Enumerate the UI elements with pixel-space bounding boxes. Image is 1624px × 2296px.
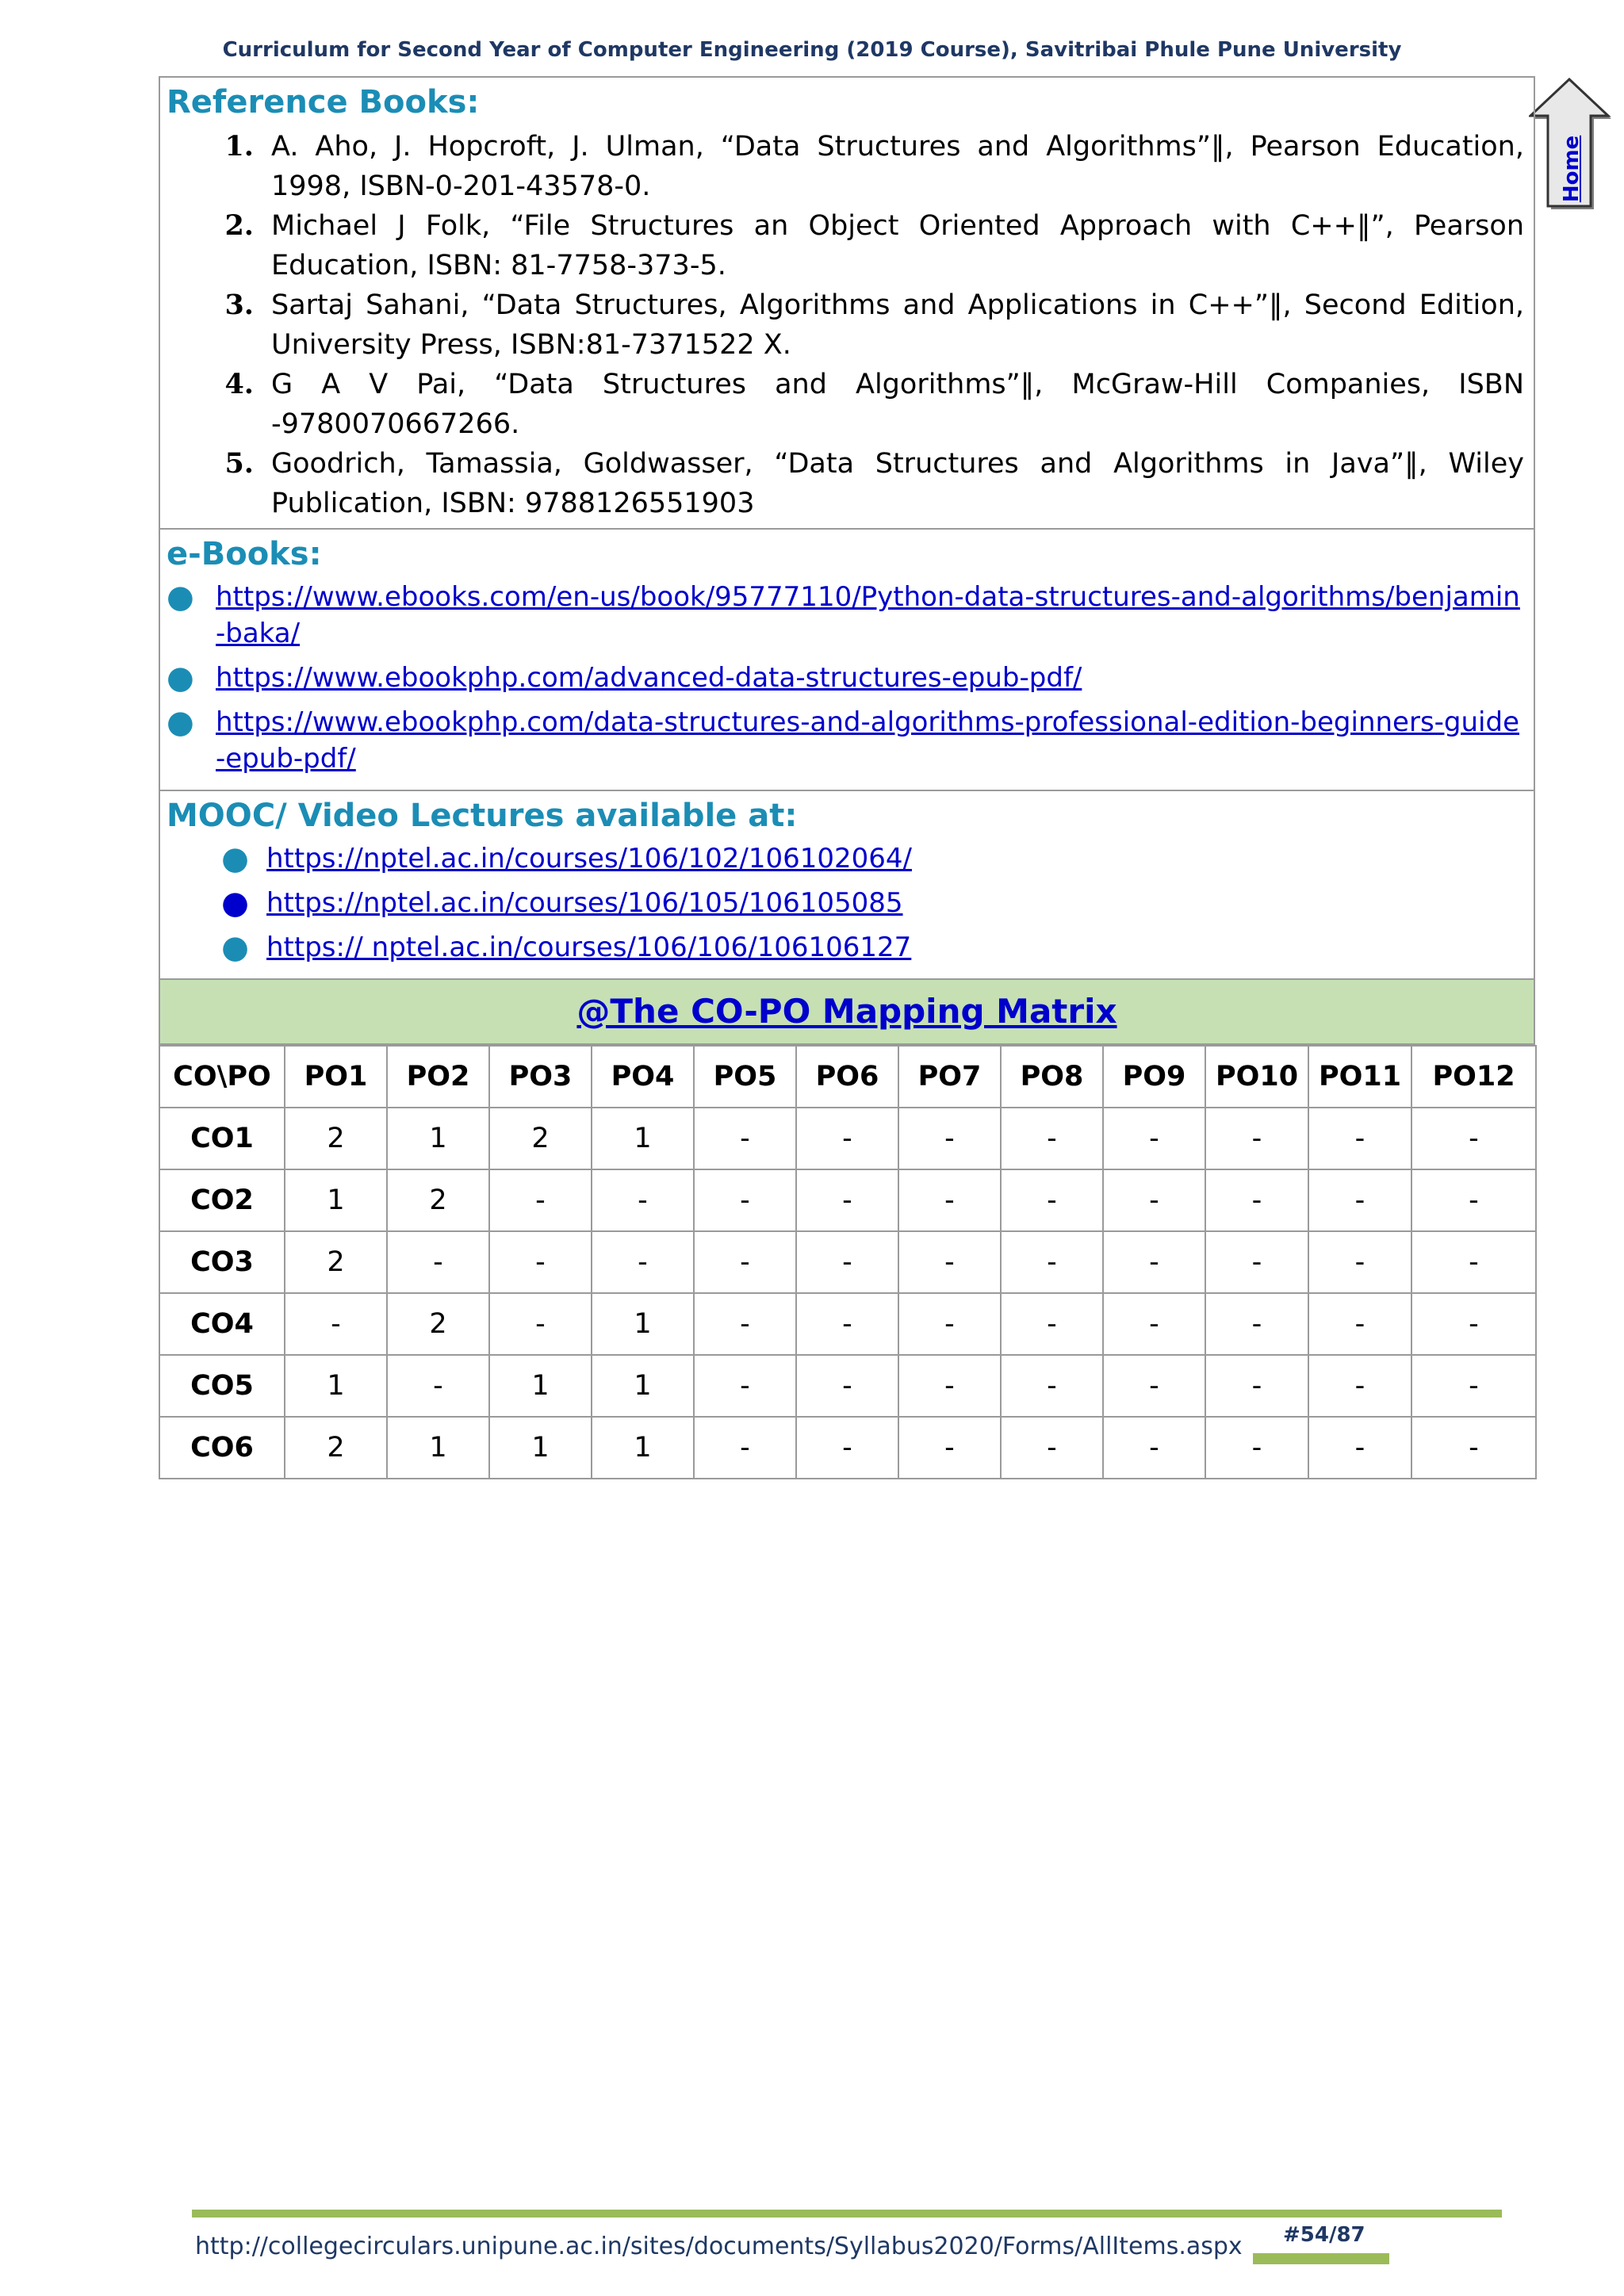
matrix-cell: 1 (592, 1417, 694, 1479)
matrix-cell: - (796, 1293, 898, 1355)
matrix-co-label: CO4 (159, 1293, 285, 1355)
matrix-cell: - (1001, 1108, 1103, 1169)
matrix-header-cell: PO9 (1103, 1046, 1205, 1108)
home-button[interactable] (1529, 78, 1616, 212)
matrix-row (159, 1108, 1536, 1169)
matrix-cell: - (694, 1355, 796, 1417)
footer-divider (192, 2210, 1502, 2218)
reference-text: G A V Pai, “Data Structures and Algorithms”‖, McGraw-Hill Companies, ISBN -9780070667266. (271, 369, 1524, 440)
bullet-icon: ● (221, 885, 249, 921)
matrix-header-cell: PO12 (1411, 1046, 1536, 1108)
matrix-cell: 2 (285, 1417, 387, 1479)
mooc-item (167, 929, 1524, 966)
matrix-row (159, 1231, 1536, 1293)
reference-number: 3. (224, 289, 254, 321)
matrix-cell: 2 (387, 1293, 489, 1355)
reference-books-title: Reference Books: (167, 84, 480, 121)
matrix-co-label: CO3 (159, 1231, 285, 1293)
reference-text: Michael J Folk, “File Structures an Object Oriented Approach with C++‖”, Pearson Education, ISBN: 81-7758-373-5. (271, 210, 1524, 281)
bullet-icon: ● (167, 660, 194, 696)
home-label[interactable]: Home (1560, 135, 1584, 203)
matrix-cell: - (1001, 1417, 1103, 1479)
reference-text: Sartaj Sahani, “Data Structures, Algorithms and Applications in C++”‖, Second Edition, University Press, ISBN:81-7371522 X. (271, 289, 1524, 361)
ebooks-list (167, 579, 1524, 777)
ebook-item (167, 704, 1524, 777)
matrix-cell: - (1001, 1293, 1103, 1355)
matrix-cell: - (1308, 1169, 1411, 1231)
matrix-header-cell: PO2 (387, 1046, 489, 1108)
matrix-header-cell: PO11 (1308, 1046, 1411, 1108)
matrix-cell: - (489, 1231, 592, 1293)
matrix-cell: 2 (489, 1108, 592, 1169)
reference-book-item (167, 206, 1524, 285)
matrix-header-cell: PO4 (592, 1046, 694, 1108)
matrix-cell: - (796, 1169, 898, 1231)
matrix-header-cell: PO10 (1205, 1046, 1308, 1108)
mooc-link[interactable]: https:// nptel.ac.in/courses/106/106/106106127 (266, 932, 912, 963)
matrix-cell: 1 (387, 1108, 489, 1169)
matrix-cell: - (796, 1417, 898, 1479)
bullet-icon: ● (167, 579, 194, 615)
reference-number: 5. (224, 447, 254, 480)
reference-number: 2. (224, 209, 254, 242)
matrix-cell: - (592, 1169, 694, 1231)
reference-number: 4. (224, 368, 254, 400)
matrix-cell: - (694, 1293, 796, 1355)
ebook-item (167, 660, 1524, 696)
matrix-cell: - (1411, 1355, 1536, 1417)
matrix-cell: - (1205, 1417, 1308, 1479)
page-number-bar (1253, 2253, 1389, 2264)
matrix-cell: - (1308, 1355, 1411, 1417)
matrix-cell: - (1411, 1231, 1536, 1293)
reference-book-item (167, 285, 1524, 365)
matrix-cell: - (1205, 1108, 1308, 1169)
matrix-cell: - (1103, 1293, 1205, 1355)
matrix-cell: 2 (387, 1169, 489, 1231)
matrix-cell: - (1411, 1417, 1536, 1479)
matrix-title-link[interactable]: @The CO-PO Mapping Matrix (576, 992, 1117, 1031)
matrix-cell: - (694, 1169, 796, 1231)
ebooks-section (159, 528, 1535, 790)
matrix-body (159, 1108, 1536, 1479)
mooc-link[interactable]: https://nptel.ac.in/courses/106/102/106102064/ (266, 843, 912, 874)
mooc-link[interactable]: https://nptel.ac.in/courses/106/105/106105085 (266, 887, 903, 919)
matrix-cell: - (796, 1231, 898, 1293)
matrix-co-label: CO5 (159, 1355, 285, 1417)
mooc-title: MOOC/ Video Lectures available at: (167, 798, 798, 834)
ebook-link[interactable]: https://www.ebooks.com/en-us/book/95777110/Python-data-structures-and-algorithms/benjamin-baka/ (216, 581, 1520, 649)
matrix-cell: - (1103, 1169, 1205, 1231)
mooc-section (159, 790, 1535, 978)
mooc-list (167, 840, 1524, 966)
footer-url: http://collegecirculars.unipune.ac.in/sites/documents/Syllabus2020/Forms/AllItems.aspx (195, 2233, 1243, 2260)
page-number: #54/87 (1283, 2223, 1365, 2247)
matrix-cell: - (387, 1355, 489, 1417)
matrix-header-cell: PO1 (285, 1046, 387, 1108)
matrix-cell: 2 (285, 1108, 387, 1169)
matrix-header-cell: PO6 (796, 1046, 898, 1108)
matrix-cell: - (898, 1231, 1001, 1293)
ebooks-title: e-Books: (167, 536, 322, 572)
matrix-cell: - (1001, 1355, 1103, 1417)
matrix-cell: 1 (592, 1293, 694, 1355)
matrix-cell: - (1205, 1231, 1308, 1293)
matrix-cell: - (1103, 1108, 1205, 1169)
ebook-link[interactable]: https://www.ebookphp.com/data-structures-and-algorithms-professional-edition-beginners-guide-epub-pdf/ (216, 706, 1520, 775)
matrix-cell: - (1308, 1108, 1411, 1169)
matrix-title-bar (159, 978, 1535, 1045)
reference-text: Goodrich, Tamassia, Goldwasser, “Data Structures and Algorithms in Java”‖, Wiley Publication, ISBN: 9788126551903 (271, 448, 1524, 519)
matrix-co-label: CO6 (159, 1417, 285, 1479)
matrix-cell: - (1103, 1355, 1205, 1417)
matrix-cell: - (285, 1293, 387, 1355)
matrix-header-cell: PO8 (1001, 1046, 1103, 1108)
reference-book-item (167, 365, 1524, 444)
co-po-matrix-table (159, 1045, 1537, 1479)
mooc-item (167, 885, 1524, 921)
matrix-cell: - (1001, 1169, 1103, 1231)
matrix-cell: - (1411, 1293, 1536, 1355)
matrix-cell: 1 (285, 1355, 387, 1417)
matrix-cell: 1 (387, 1417, 489, 1479)
matrix-cell: 1 (489, 1417, 592, 1479)
reference-books-section (159, 76, 1535, 528)
matrix-cell: - (694, 1108, 796, 1169)
mooc-item (167, 840, 1524, 877)
reference-book-item (167, 444, 1524, 523)
ebook-item (167, 579, 1524, 652)
reference-book-item (167, 127, 1524, 206)
matrix-cell: - (898, 1417, 1001, 1479)
matrix-cell: - (489, 1169, 592, 1231)
matrix-cell: - (1205, 1169, 1308, 1231)
matrix-header-cell: PO5 (694, 1046, 796, 1108)
matrix-row (159, 1169, 1536, 1231)
matrix-cell: - (489, 1293, 592, 1355)
matrix-cell: - (1308, 1293, 1411, 1355)
reference-number: 1. (224, 130, 254, 163)
matrix-row (159, 1417, 1536, 1479)
matrix-cell: - (387, 1231, 489, 1293)
bullet-icon: ● (167, 704, 194, 740)
matrix-header-cell: PO3 (489, 1046, 592, 1108)
ebook-link[interactable]: https://www.ebookphp.com/advanced-data-structures-epub-pdf/ (216, 662, 1082, 694)
matrix-row (159, 1355, 1536, 1417)
matrix-cell: - (898, 1293, 1001, 1355)
matrix-cell: - (1411, 1108, 1536, 1169)
matrix-header-cell: CO\PO (159, 1046, 285, 1108)
matrix-cell: - (796, 1355, 898, 1417)
matrix-co-label: CO1 (159, 1108, 285, 1169)
matrix-cell: - (1308, 1417, 1411, 1479)
content-box (159, 76, 1535, 1479)
matrix-cell: - (694, 1417, 796, 1479)
matrix-cell: - (1103, 1231, 1205, 1293)
matrix-cell: 1 (285, 1169, 387, 1231)
matrix-cell: - (1103, 1417, 1205, 1479)
matrix-cell: - (694, 1231, 796, 1293)
matrix-cell: - (1308, 1231, 1411, 1293)
matrix-cell: - (898, 1169, 1001, 1231)
matrix-cell: 1 (489, 1355, 592, 1417)
matrix-cell: 1 (592, 1355, 694, 1417)
bullet-icon: ● (221, 840, 249, 877)
matrix-cell: - (898, 1355, 1001, 1417)
reference-books-list (167, 127, 1524, 523)
matrix-cell: - (1205, 1355, 1308, 1417)
reference-text: A. Aho, J. Hopcroft, J. Ulman, “Data Structures and Algorithms”‖, Pearson Education, 1998, ISBN-0-201-43578-0. (271, 131, 1524, 202)
bullet-icon: ● (221, 929, 249, 966)
matrix-cell: - (898, 1108, 1001, 1169)
matrix-cell: 1 (592, 1108, 694, 1169)
matrix-cell: - (796, 1108, 898, 1169)
matrix-cell: - (1411, 1169, 1536, 1231)
page-header: Curriculum for Second Year of Computer Engineering (2019 Course), Savitribai Phule Pune University (222, 38, 1402, 62)
matrix-co-label: CO2 (159, 1169, 285, 1231)
matrix-cell: - (592, 1231, 694, 1293)
matrix-cell: 2 (285, 1231, 387, 1293)
matrix-header-cell: PO7 (898, 1046, 1001, 1108)
matrix-cell: - (1205, 1293, 1308, 1355)
matrix-row (159, 1293, 1536, 1355)
matrix-header-row (159, 1046, 1536, 1108)
matrix-cell: - (1001, 1231, 1103, 1293)
